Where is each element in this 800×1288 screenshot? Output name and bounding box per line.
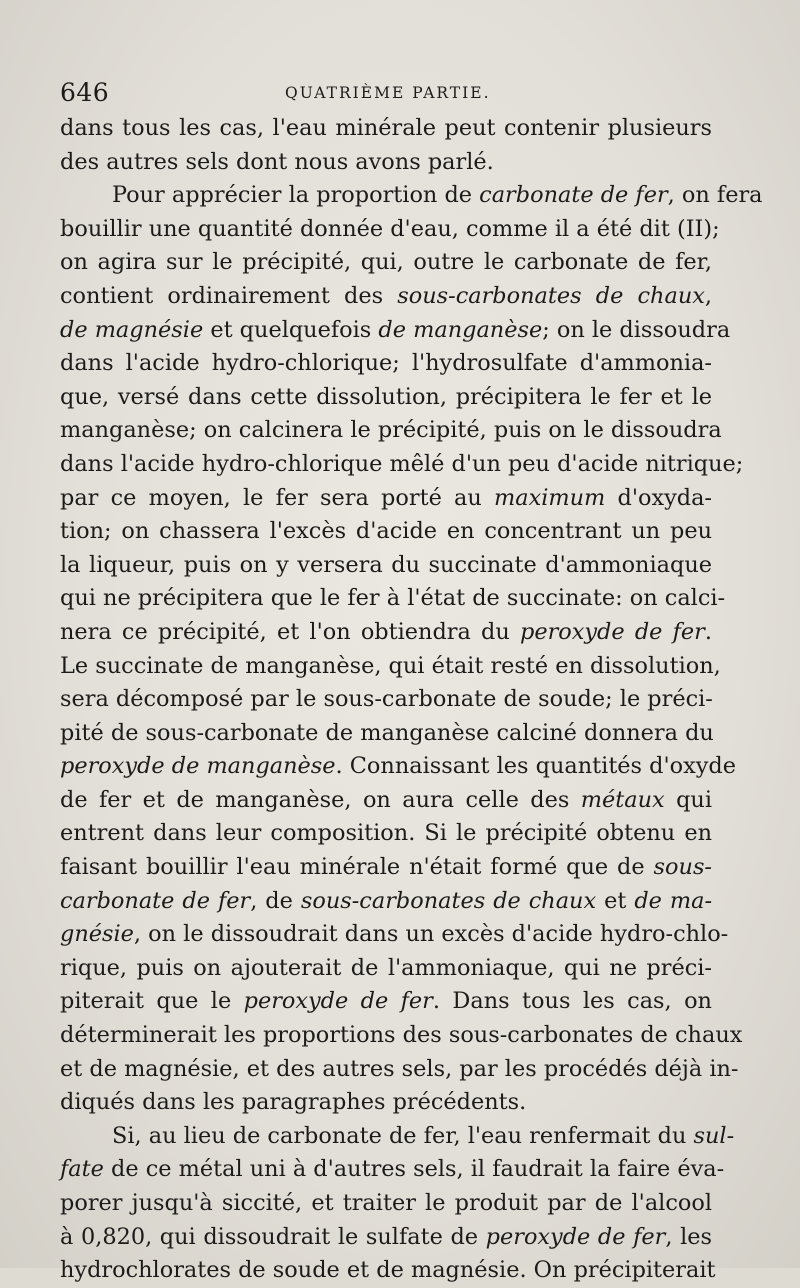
italic-term: sous- [653,854,712,881]
text-line [60,1221,712,1255]
body-text [60,112,763,1288]
text-segment: ; on le dissoudra [542,316,731,343]
text-line [60,347,712,381]
text-line [60,582,726,616]
text-segment: dans tous les cas, l'eau minérale peut contenir plusieurs [60,115,712,141]
text-line [60,482,712,516]
text-segment: que, versé dans cette dissolution, précipitera le fer et le [60,383,712,410]
text-line [60,817,712,851]
text-line [60,179,763,213]
text-segment: et quelquefois [203,316,379,343]
text-segment: hydrochlorates de soude et de magnésie. On précipiterait [60,1257,716,1284]
text-segment: manganèse; on calcinera le précipité, puis on le dissoudra [60,417,722,444]
italic-term: carbonate de fer [60,887,251,914]
text-segment: , on fera [667,182,763,209]
text-line [60,448,744,482]
text-line [60,112,712,146]
text-line [60,1053,739,1087]
italic-term: de magnésie [60,316,204,343]
text-segment: piterait que le [60,988,244,1015]
text-segment: rique, puis on ajouterait de l'ammoniaque, qui ne préci- [60,954,712,981]
italic-term: maximum [494,484,606,511]
text-line [60,146,712,180]
text-segment: , les [665,1223,712,1250]
text-line [60,1153,725,1187]
text-segment: , on le dissoudrait dans un excès d'acide hydro-chlo- [133,921,729,948]
text-segment: Pour apprécier la proportion de [112,182,480,209]
italic-term: peroxyde de fer [485,1223,666,1250]
text-segment: dans l'acide hydro-chlorique mêlé d'un peu d'acide nitrique; [60,450,744,477]
running-head: QUATRIÈME PARTIE. [285,84,491,102]
text-segment: déterminerait les proportions des sous-carbonates de chaux [60,1022,743,1049]
text-segment: pité de sous-carbonate de manganèse calciné donnera du [60,719,714,746]
text-segment: qui ne précipitera que le fer à l'état de succinate: on calci- [60,585,726,612]
text-segment: de fer et de manganèse, on aura celle des [60,786,581,813]
text-line [60,918,729,952]
text-line [60,650,721,684]
text-segment: par ce moyen, le fer sera porté au [60,484,495,511]
text-line [60,683,712,717]
text-line [60,1187,712,1221]
text-segment: à 0,820, qui dissoudrait le sulfate de [60,1223,486,1250]
text-segment: diqués dans les paragraphes précédents. [60,1089,527,1116]
text-segment: bouillir une quantité donnée d'eau, comme il a été dit (II); [60,215,720,242]
text-line [60,750,736,784]
text-segment: porer jusqu'à siccité, et traiter le produit par de l'alcool [60,1190,712,1216]
text-line [60,549,712,583]
italic-term: métaux [580,786,665,813]
text-segment: Si, au lieu de carbonate de fer, l'eau renfermait du [112,1122,694,1149]
italic-term: sous-carbonates de chaux [300,887,597,914]
text-line [60,1120,735,1154]
text-segment: tion; on chassera l'excès d'acide en concentrant un peu [60,518,712,545]
text-line [60,851,712,885]
italic-term: de manganèse [378,316,543,343]
text-segment: des autres sels dont nous avons parlé. [60,148,494,175]
italic-term: peroxyde de fer [243,988,433,1015]
italic-term: sul- [693,1122,735,1149]
italic-term: carbonate de fer [479,182,668,209]
text-segment: faisant bouillir l'eau minérale n'était formé que de [60,854,654,881]
text-line [60,1086,712,1120]
text-segment: on agira sur le précipité, qui, outre le carbonate de fer, [60,249,712,276]
text-segment: contient ordinairement des [60,282,398,309]
italic-term: fate [60,1156,104,1183]
text-line [60,280,712,314]
text-segment: qui [664,786,712,813]
text-line [60,784,712,818]
text-segment: . Dans tous les cas, on [432,988,712,1015]
italic-term: peroxyde de fer [520,618,705,645]
text-segment: Le succinate de manganèse, qui était resté en dissolution, [60,652,721,679]
text-segment: et de magnésie, et des autres sels, par les procédés déjà in- [60,1055,739,1082]
text-segment: sera décomposé par le sous-carbonate de soude; le préci- [60,686,713,713]
text-line [60,885,712,919]
page-header [60,78,710,108]
text-segment: d'oxyda- [605,484,712,511]
text-segment: , de [250,887,301,914]
text-line [60,314,731,348]
text-segment: de ce métal uni à d'autres sels, il faudrait la faire éva- [103,1156,725,1183]
text-line [60,1254,716,1288]
text-line [60,616,712,650]
text-line [60,213,720,247]
text-line [60,952,712,986]
italic-term: peroxyde de manganèse [60,753,336,780]
text-line [60,414,722,448]
text-segment: . [704,618,712,645]
italic-term: sous-carbonates de chaux [397,282,705,309]
text-line [60,717,712,751]
text-segment: , [704,282,712,309]
text-segment: dans l'acide hydro-chlorique; l'hydrosulfate d'ammonia- [60,350,712,377]
text-segment: nera ce précipité, et l'on obtiendra du [60,618,521,645]
text-segment: . Connaissant les quantités d'oxyde [335,753,736,780]
text-segment: la liqueur, puis on y versera du succinate d'ammoniaque [60,551,712,578]
page-number: 646 [60,78,110,107]
text-segment: entrent dans leur composition. Si le précipité obtenu en [60,820,712,847]
italic-term: gnésie [60,921,134,948]
text-line [60,1019,743,1053]
text-line [60,381,712,415]
text-line [60,246,712,280]
text-segment: et [596,887,635,914]
text-line [60,515,712,549]
text-line [60,985,712,1019]
italic-term: de ma- [634,887,713,914]
